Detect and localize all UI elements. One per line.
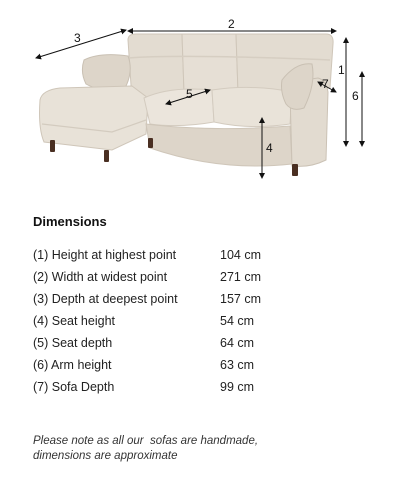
dimension-row: [33, 266, 293, 288]
dimension-row: [33, 310, 293, 332]
dimension-value: 271 cm: [220, 270, 261, 284]
callout-2: 2: [228, 17, 235, 31]
dimension-value: 104 cm: [220, 248, 261, 262]
sofa-shape: [40, 34, 334, 176]
sofa-illustration: [0, 0, 400, 205]
dimension-value: 54 cm: [220, 314, 255, 328]
callout-6: 6: [352, 89, 359, 103]
dimension-value: 64 cm: [220, 336, 255, 350]
dimension-value: 99 cm: [220, 380, 255, 394]
dimension-value: 157 cm: [220, 292, 261, 306]
callout-4: 4: [266, 141, 273, 155]
dimension-row: [33, 332, 293, 354]
dimension-row: [33, 376, 293, 398]
note-line-2: dimensions are approximate: [33, 450, 178, 462]
callout-7: 7: [322, 77, 329, 91]
sofa-image: [0, 0, 400, 205]
callout-5: 5: [186, 87, 193, 101]
dimensions-table: [33, 244, 293, 398]
dimension-label: (7) Sofa Depth: [33, 380, 115, 394]
callout-3: 3: [74, 31, 81, 45]
dimension-label: (4) Seat height: [33, 314, 115, 328]
dimension-label: (5) Seat depth: [33, 336, 113, 350]
dimensions-heading: Dimensions: [33, 214, 107, 229]
dimension-label: (3) Depth at deepest point: [33, 292, 178, 306]
dimension-row: [33, 288, 293, 310]
dimension-row: [33, 354, 293, 376]
dimension-label: (6) Arm height: [33, 358, 112, 372]
note-line-1: Please note as all our sofas are handmade,: [33, 435, 259, 447]
handmade-note: [33, 434, 363, 464]
dimension-value: 63 cm: [220, 358, 255, 372]
dimension-label: (2) Width at widest point: [33, 270, 168, 284]
dimension-label: (1) Height at highest point: [33, 248, 177, 262]
callout-1: 1: [338, 63, 345, 77]
dimension-row: [33, 244, 293, 266]
